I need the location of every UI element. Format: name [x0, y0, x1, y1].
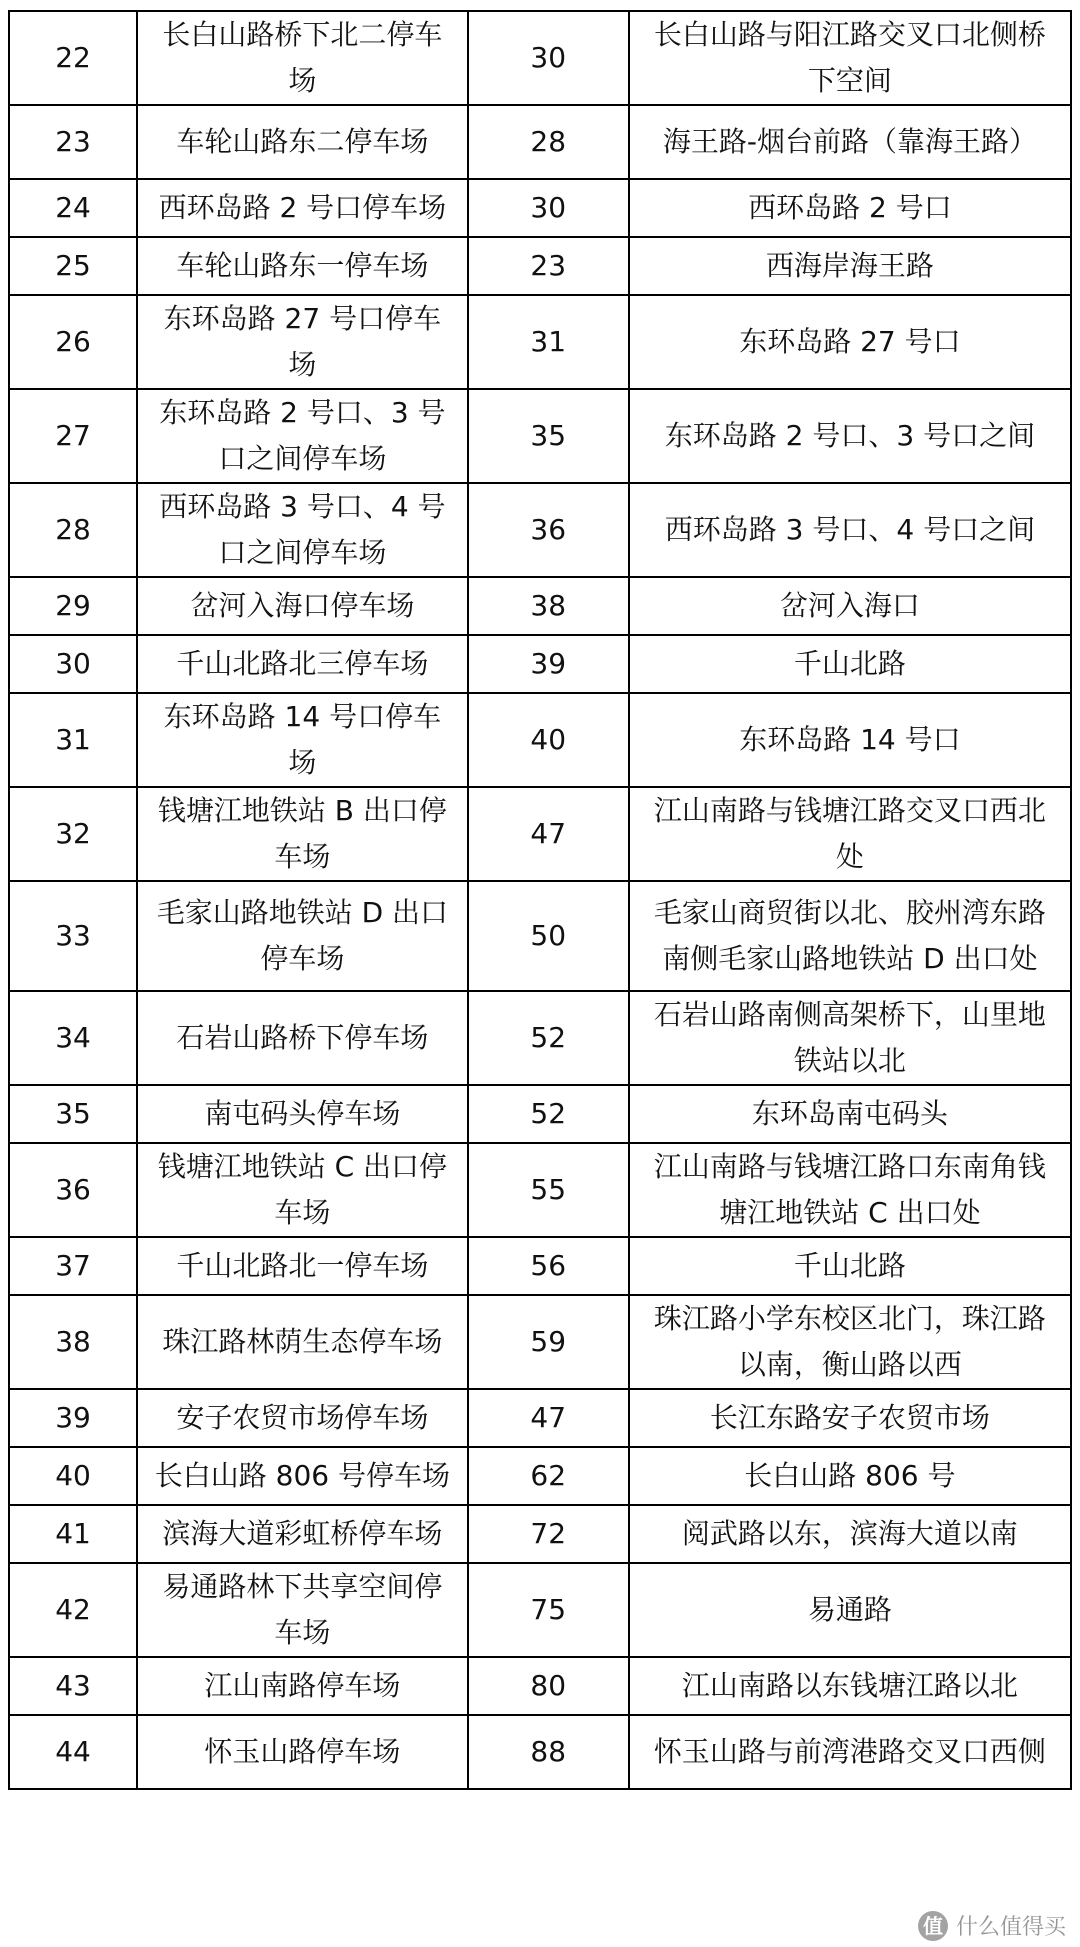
lot-name: 东环岛路 2 号口、3 号口之间停车场: [137, 389, 468, 483]
table-row: [9, 105, 1071, 179]
lot-location: 岔河入海口: [629, 577, 1071, 635]
lot-location: 江山南路以东钱塘江路以北: [629, 1657, 1071, 1715]
row-number: 25: [9, 237, 137, 295]
lot-name: 千山北路北一停车场: [137, 1237, 468, 1295]
lot-location: 西环岛路 2 号口: [629, 179, 1071, 237]
lot-location: 千山北路: [629, 635, 1071, 693]
watermark-text: 什么值得买: [955, 1915, 1066, 1940]
lot-location: 东环岛路 2 号口、3 号口之间: [629, 389, 1071, 483]
table-body: [9, 11, 1071, 1789]
lot-name: 千山北路北三停车场: [137, 635, 468, 693]
space-count: 75: [468, 1563, 629, 1657]
lot-location: 珠江路小学东校区北门，珠江路以南，衡山路以西: [629, 1295, 1071, 1389]
lot-location: 江山南路与钱塘江路交叉口西北处: [629, 787, 1071, 881]
space-count: 39: [468, 635, 629, 693]
space-count: 23: [468, 237, 629, 295]
lot-location: 阅武路以东，滨海大道以南: [629, 1505, 1071, 1563]
space-count: 88: [468, 1715, 629, 1789]
row-number: 38: [9, 1295, 137, 1389]
lot-location: 江山南路与钱塘江路口东南角钱塘江地铁站 C 出口处: [629, 1143, 1071, 1237]
space-count: 62: [468, 1447, 629, 1505]
row-number: 34: [9, 991, 137, 1085]
row-number: 29: [9, 577, 137, 635]
table-row: [9, 237, 1071, 295]
lot-location: 怀玉山路与前湾港路交叉口西侧: [629, 1715, 1071, 1789]
space-count: 59: [468, 1295, 629, 1389]
table-row: [9, 1085, 1071, 1143]
lot-name: 西环岛路 3 号口、4 号口之间停车场: [137, 483, 468, 577]
table-row: [9, 991, 1071, 1085]
table-row: [9, 1237, 1071, 1295]
lot-name: 西环岛路 2 号口停车场: [137, 179, 468, 237]
row-number: 36: [9, 1143, 137, 1237]
row-number: 23: [9, 105, 137, 179]
lot-name: 钱塘江地铁站 C 出口停车场: [137, 1143, 468, 1237]
table-row: [9, 1657, 1071, 1715]
lot-name: 东环岛路 27 号口停车场: [137, 295, 468, 389]
row-number: 31: [9, 693, 137, 787]
row-number: 24: [9, 179, 137, 237]
space-count: 47: [468, 1389, 629, 1447]
lot-location: 东环岛路 27 号口: [629, 295, 1071, 389]
space-count: 55: [468, 1143, 629, 1237]
row-number: 35: [9, 1085, 137, 1143]
lot-name: 易通路林下共享空间停车场: [137, 1563, 468, 1657]
lot-location: 海王路-烟台前路（靠海王路）: [629, 105, 1071, 179]
row-number: 30: [9, 635, 137, 693]
lot-location: 长白山路 806 号: [629, 1447, 1071, 1505]
table-row: [9, 787, 1071, 881]
row-number: 39: [9, 1389, 137, 1447]
lot-name: 车轮山路东二停车场: [137, 105, 468, 179]
space-count: 28: [468, 105, 629, 179]
lot-name: 珠江路林荫生态停车场: [137, 1295, 468, 1389]
lot-location: 易通路: [629, 1563, 1071, 1657]
lot-location: 毛家山商贸街以北、胶州湾东路南侧毛家山路地铁站 D 出口处: [629, 881, 1071, 991]
table-row: [9, 1447, 1071, 1505]
table-row: [9, 577, 1071, 635]
table-row: [9, 483, 1071, 577]
row-number: 43: [9, 1657, 137, 1715]
watermark-logo-icon: 值: [918, 1911, 948, 1941]
space-count: 80: [468, 1657, 629, 1715]
lot-name: 长白山路桥下北二停车场: [137, 11, 468, 105]
lot-name: 钱塘江地铁站 B 出口停车场: [137, 787, 468, 881]
lot-location: 长江东路安子农贸市场: [629, 1389, 1071, 1447]
lot-location: 千山北路: [629, 1237, 1071, 1295]
lot-name: 安子农贸市场停车场: [137, 1389, 468, 1447]
row-number: 22: [9, 11, 137, 105]
lot-name: 石岩山路桥下停车场: [137, 991, 468, 1085]
lot-name: 长白山路 806 号停车场: [137, 1447, 468, 1505]
space-count: 40: [468, 693, 629, 787]
table-row: [9, 1143, 1071, 1237]
space-count: 56: [468, 1237, 629, 1295]
space-count: 31: [468, 295, 629, 389]
table-row: [9, 11, 1071, 105]
row-number: 26: [9, 295, 137, 389]
lot-name: 东环岛路 14 号口停车场: [137, 693, 468, 787]
table-row: [9, 179, 1071, 237]
table-row: [9, 635, 1071, 693]
table-row: [9, 693, 1071, 787]
table-row: [9, 295, 1071, 389]
lot-location: 西环岛路 3 号口、4 号口之间: [629, 483, 1071, 577]
lot-location: 东环岛路 14 号口: [629, 693, 1071, 787]
space-count: 72: [468, 1505, 629, 1563]
row-number: 32: [9, 787, 137, 881]
space-count: 52: [468, 991, 629, 1085]
lot-name: 岔河入海口停车场: [137, 577, 468, 635]
lot-name: 毛家山路地铁站 D 出口停车场: [137, 881, 468, 991]
row-number: 33: [9, 881, 137, 991]
watermark: [918, 1910, 1066, 1941]
space-count: 47: [468, 787, 629, 881]
space-count: 30: [468, 179, 629, 237]
row-number: 40: [9, 1447, 137, 1505]
lot-location: 西海岸海王路: [629, 237, 1071, 295]
row-number: 44: [9, 1715, 137, 1789]
lot-name: 车轮山路东一停车场: [137, 237, 468, 295]
space-count: 50: [468, 881, 629, 991]
table-row: [9, 881, 1071, 991]
row-number: 27: [9, 389, 137, 483]
table-row: [9, 1715, 1071, 1789]
space-count: 52: [468, 1085, 629, 1143]
table-row: [9, 1389, 1071, 1447]
lot-name: 滨海大道彩虹桥停车场: [137, 1505, 468, 1563]
table-row: [9, 1295, 1071, 1389]
table-row: [9, 1505, 1071, 1563]
lot-location: 长白山路与阳江路交叉口北侧桥下空间: [629, 11, 1071, 105]
row-number: 42: [9, 1563, 137, 1657]
lot-location: 东环岛南屯码头: [629, 1085, 1071, 1143]
lot-location: 石岩山路南侧高架桥下，山里地铁站以北: [629, 991, 1071, 1085]
table-row: [9, 1563, 1071, 1657]
row-number: 37: [9, 1237, 137, 1295]
row-number: 41: [9, 1505, 137, 1563]
space-count: 35: [468, 389, 629, 483]
space-count: 30: [468, 11, 629, 105]
lot-name: 江山南路停车场: [137, 1657, 468, 1715]
space-count: 38: [468, 577, 629, 635]
lot-name: 南屯码头停车场: [137, 1085, 468, 1143]
lot-name: 怀玉山路停车场: [137, 1715, 468, 1789]
parking-table: [8, 10, 1072, 1790]
space-count: 36: [468, 483, 629, 577]
table-row: [9, 389, 1071, 483]
row-number: 28: [9, 483, 137, 577]
